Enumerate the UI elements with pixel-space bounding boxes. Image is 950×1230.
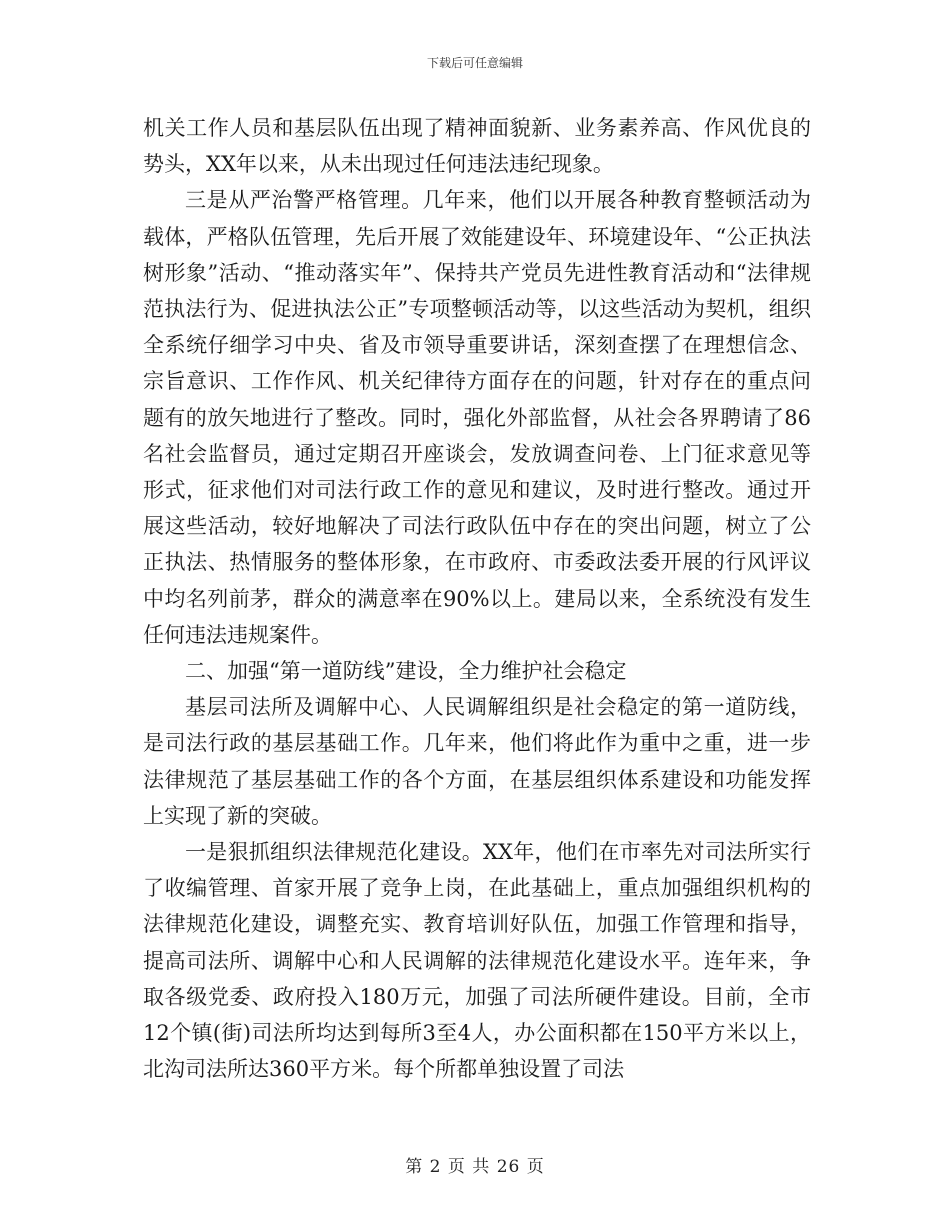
paragraph-strict-management: 三是从严治警严格管理。几年来，他们以开展各种教育整顿活动为载体，严格队伍管理，先后开展了效能建设年、环境建设年、“公正执法树形象”活动、“推动落实年”、保持共产党员先进性教育活动和“法律规范执法行为、促进执法公正”专项整顿活动等，以这些活动为契机，组织全系统仔细学习中央、省及市领导重要讲话，深刻查摆了在理想信念、宗旨意识、工作作风、机关纪律待方面存在的问题，针对存在的重点问题有的放矢地进行了整改。同时，强化外部监督，从社会各界聘请了86名社会监督员，通过定期召开座谈会，发放调查问卷、上门征求意见等形式，征求他们对司法行政工作的意见和建议，及时进行整改。通过开展这些活动，较好地解决了司法行政队伍中存在的突出问题，树立了公正执法、热情服务的整体形象，在市政府、市委政法委开展的行风评议中均名列前茅，群众的满意率在90%以上。建局以来，全系统没有发生任何违法违规案件。 xyxy=(143,188,811,647)
paragraph-continuation: 机关工作人员和基层队伍出现了精神面貌新、业务素养高、作风优良的势头，XX年以来，从未出现过任何违法违纪现象。 xyxy=(143,116,811,177)
section-heading-first-defense-line: 二、加强“第一道防线”建设，全力维护社会稳定 xyxy=(185,659,627,684)
document-body xyxy=(143,110,811,1087)
page-header: 下载后可任意编辑 xyxy=(426,56,523,70)
page-footer-page-number: 第 2 页 共 26 页 xyxy=(405,1157,545,1177)
paragraph-grassroots-work: 基层司法所及调解中心、人民调解组织是社会稳定的第一道防线，是司法行政的基层基础工作。几年来，他们将此作为重中之重，进一步法律规范了基层基础工作的各个方面，在基层组织体系建设和功能发挥上实现了新的突破。 xyxy=(143,695,811,828)
paragraph-organization-standardization: 一是狠抓组织法律规范化建设。XX年，他们在市率先对司法所实行了收编管理、首家开展了竞争上岗，在此基础上，重点加强组织机构的法律规范化建设，调整充实、教育培训好队伍，加强工作管理和指导，提高司法所、调解中心和人民调解的法律规范化建设水平。连年来，争取各级党委、政府投入180万元，加强了司法所硬件建设。目前，全市12个镇(街)司法所均达到每所3至4人，办公面积都在150平方米以上，北沟司法所达360平方米。每个所都单独设置了司法 xyxy=(143,840,811,1082)
